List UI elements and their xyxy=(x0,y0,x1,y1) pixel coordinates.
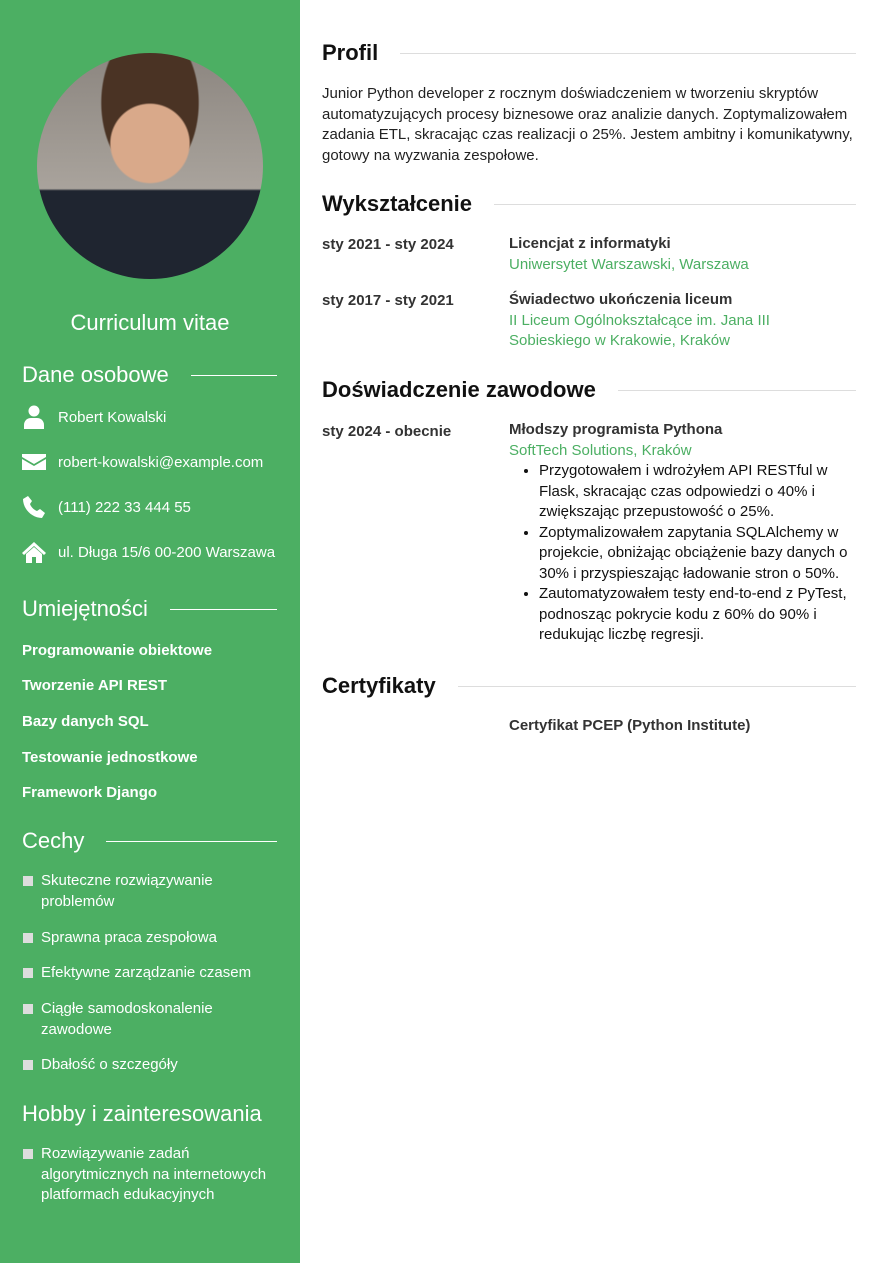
contact-name xyxy=(22,405,166,429)
achievement-item: • Zoptymalizowałem zapytania SQLAlchemy w projekcie, obniżając obciążenie bazy danych o 30% i przyspieszając ładowanie stron o 50%. xyxy=(539,523,856,585)
divider xyxy=(170,609,277,610)
certificate-title: Certyfikat PCEP (Python Institute) xyxy=(509,717,751,734)
skill-item: Tworzenie API REST xyxy=(22,677,168,694)
education-heading xyxy=(322,191,856,217)
skill-item: Testowanie jednostkowe xyxy=(22,749,198,766)
hobby-item: Rozwiązywanie zadań algorytmicznych na internetowych platformach edukacyjnych xyxy=(22,1144,272,1206)
profile-text: Junior Python developer z rocznym doświadczeniem w tworzeniu skryptów automatyzujących procesy biznesowe oraz analizie danych. Zoptymalizowałem zadania ETL, skracając czas realizacji o 25%. Jestem ambitny i komunikatywny, gotowy na wyzwania zespołowe. xyxy=(322,85,853,164)
heading-text: Profil xyxy=(322,40,379,65)
trait-item: Sprawna praca zespołowa xyxy=(22,928,272,949)
achievement-list xyxy=(539,461,856,646)
divider xyxy=(106,841,277,842)
trait-item: Skuteczne rozwiązywanie problemów xyxy=(22,871,272,912)
heading-text: Cechy xyxy=(22,828,85,853)
entry-place: Uniwersytet Warszawski, Warszawa xyxy=(509,255,749,273)
heading-text: Dane osobowe xyxy=(22,362,169,387)
experience-entry xyxy=(509,420,856,646)
contact-address xyxy=(22,540,275,564)
skill-item: Programowanie obiektowe xyxy=(22,642,213,659)
certificates-heading xyxy=(322,673,856,699)
achievement-item: • Przygotowałem i wdrożyłem API RESTful w Flask, skracając czas odpowiedzi o 40% i zwiększając przepustowość o 25%. xyxy=(539,461,856,523)
divider xyxy=(191,375,277,376)
entry-title: Młodszy programista Pythona xyxy=(509,421,723,438)
divider xyxy=(458,686,856,687)
personal-heading xyxy=(22,362,277,388)
heading-text: Wykształcenie xyxy=(322,191,473,216)
certificate-entry xyxy=(509,716,856,737)
profile-heading xyxy=(322,40,856,66)
traits-heading xyxy=(22,828,277,854)
trait-item: Efektywne zarządzanie czasem xyxy=(22,963,272,984)
skills-heading xyxy=(22,596,277,622)
email-text[interactable]: robert-kowalski@example.com xyxy=(58,453,264,471)
address-text: ul. Długa 15/6 00-200 Warszawa xyxy=(58,543,276,561)
experience-heading xyxy=(322,377,856,403)
home-icon xyxy=(22,540,46,564)
hobby-heading xyxy=(22,1101,277,1127)
divider xyxy=(618,390,856,391)
contact-phone xyxy=(22,495,191,519)
entry-place: II Liceum Ogólnokształcące im. Jana III Sobieskiego w Krakowie, Kraków xyxy=(509,311,770,349)
divider xyxy=(400,53,856,54)
skill-item: Bazy danych SQL xyxy=(22,713,149,730)
skill-item: Framework Django xyxy=(22,784,158,801)
education-date: sty 2021 - sty 2024 xyxy=(322,236,454,253)
heading-text: Doświadczenie zawodowe xyxy=(322,377,596,402)
phone-icon xyxy=(22,495,46,519)
contact-email[interactable] xyxy=(22,450,263,474)
entry-title: Licencjat z informatyki xyxy=(509,235,671,252)
profile-photo xyxy=(37,53,263,279)
heading-text: Umiejętności xyxy=(22,596,148,621)
entry-title: Świadectwo ukończenia liceum xyxy=(509,291,733,308)
trait-item: Dbałość o szczegóły xyxy=(22,1055,272,1076)
phone-text: (111) 222 33 444 55 xyxy=(58,498,191,516)
education-date: sty 2017 - sty 2021 xyxy=(322,292,454,309)
user-icon xyxy=(22,405,46,429)
entry-place: SoftTech Solutions, Kraków xyxy=(509,441,692,459)
trait-item: Ciągłe samodoskonalenie zawodowe xyxy=(22,999,272,1040)
cv-title: Curriculum vitae xyxy=(70,310,230,335)
sidebar xyxy=(0,0,300,1263)
education-entry xyxy=(509,234,856,275)
heading-text: Certyfikaty xyxy=(322,673,436,698)
education-entry xyxy=(509,290,856,352)
name-text: Robert Kowalski xyxy=(58,408,167,426)
heading-text: Hobby i zainteresowania xyxy=(22,1101,262,1126)
experience-date: sty 2024 - obecnie xyxy=(322,423,452,440)
divider xyxy=(494,204,856,205)
achievement-item: • Zautomatyzowałem testy end-to-end z PyTest, podnosząc pokrycie kodu z 60% do 90% i redukując liczbę regresji. xyxy=(539,584,856,646)
envelope-icon xyxy=(22,450,46,474)
